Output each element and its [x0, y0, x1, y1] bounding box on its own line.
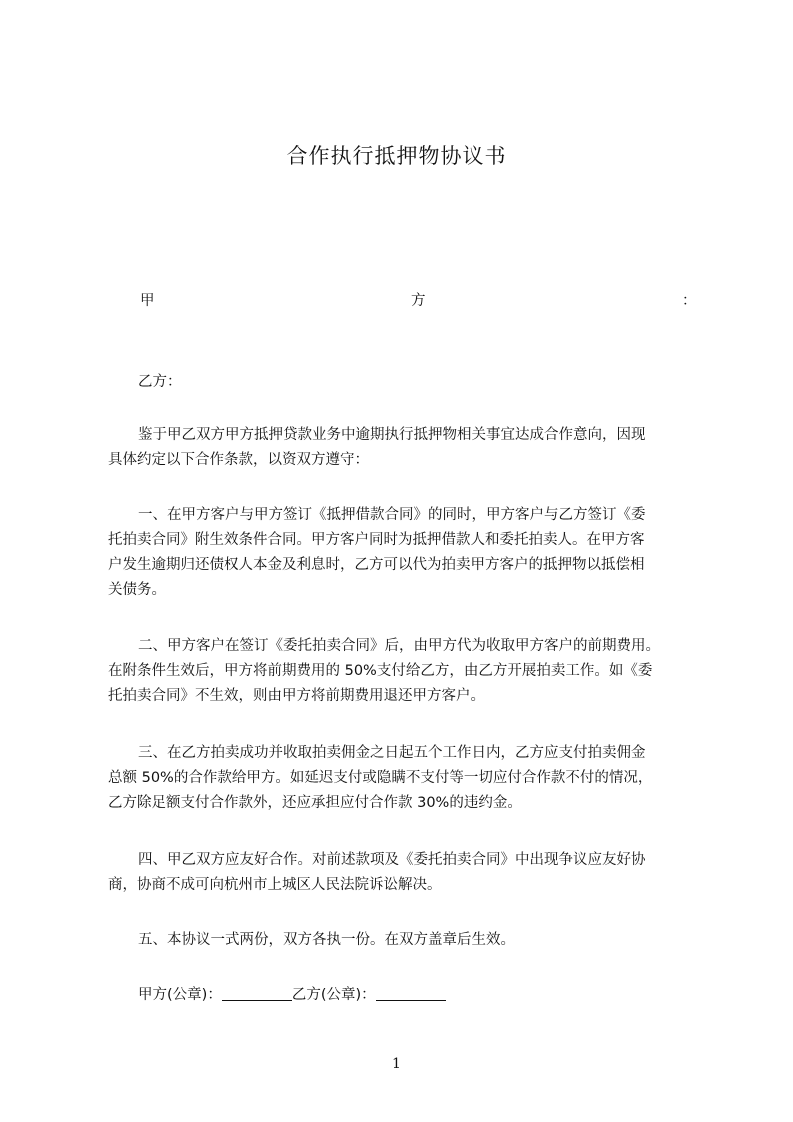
party-a-seal-label: 甲方(公章)：	[138, 987, 222, 1003]
preamble-paragraph	[108, 423, 712, 473]
party-a-colon: ：	[682, 293, 697, 309]
clause-4-paragraph	[108, 848, 712, 898]
clause-3-line-1: 三、在乙方拍卖成功并收取拍卖佣金之日起五个工作日内，乙方应支付拍卖佣金	[138, 745, 646, 761]
preamble-line-1: 鉴于甲乙双方甲方抵押贷款业务中逾期执行抵押物相关事宜达成合作意向，因现	[138, 427, 646, 443]
party-a-char-2: 方	[411, 293, 426, 309]
party-b-line: 乙方：	[138, 374, 182, 390]
clause-4-line-1: 四、甲乙双方应友好合作。对前述款项及《委托拍卖合同》中出现争议应友好协	[138, 852, 646, 868]
clause-1-line-2: 托拍卖合同》附生效条件合同。甲方客户同时为抵押借款人和委托拍卖人。在甲方客	[108, 532, 645, 548]
clause-4-line-2: 商，协商不成可向杭州市上城区人民法院诉讼解决。	[108, 877, 442, 893]
clause-1-line-3: 户发生逾期归还债权人本金及利息时，乙方可以代为拍卖甲方客户的抵押物以抵偿相	[108, 557, 645, 573]
party-a-char-1: 甲	[140, 293, 155, 309]
clause-2-line-1: 二、甲方客户在签订《委托拍卖合同》后，由甲方代为收取甲方客户的前期费用。	[138, 638, 660, 654]
preamble-line-2: 具体约定以下合作条款，以资双方遵守：	[108, 452, 369, 468]
clause-1-line-1: 一、在甲方客户与甲方签订《抵押借款合同》的同时，甲方客户与乙方签订《委	[138, 507, 646, 523]
page-number: 1	[392, 1056, 401, 1072]
party-b-seal-label: 乙方(公章)：	[291, 987, 376, 1003]
party-a-line	[0, 289, 793, 313]
clause-3-paragraph	[108, 741, 712, 816]
clause-3-line-2: 总额 50%的合作款给甲方。如延迟支付或隐瞒不支付等一切应付合作款不付的情况，	[108, 770, 653, 786]
signature-line	[138, 983, 742, 1008]
clause-2-line-3: 托拍卖合同》不生效，则由甲方将前期费用退还甲方客户。	[108, 688, 485, 704]
party-a-signature-blank	[222, 986, 292, 1001]
clause-3-line-3: 乙方除足额支付合作款外，还应承担应付合作款 30%的违约金。	[108, 795, 522, 811]
party-b-signature-blank	[376, 986, 446, 1001]
clause-1-line-4: 关债务。	[108, 582, 166, 598]
clause-2-line-2: 在附条件生效后，甲方将前期费用的 50%支付给乙方，由乙方开展拍卖工作。如《委	[108, 663, 653, 679]
clause-1-paragraph	[108, 503, 712, 603]
clause-2-paragraph	[108, 634, 712, 709]
clause-5-line: 五、本协议一式两份，双方各执一份。在双方盖章后生效。	[138, 932, 515, 948]
document-title: 合作执行抵押物协议书	[286, 144, 507, 168]
